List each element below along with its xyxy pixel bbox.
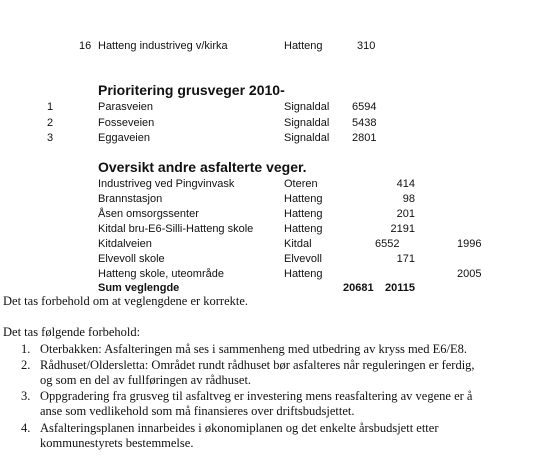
road-name: Kitdalveien: [98, 238, 152, 250]
road-length: 6552: [375, 238, 400, 250]
list-text: kommunestyrets bestemmelse.: [40, 436, 194, 450]
list-text: anse som vedlikehold som må finansieres over driftsbudsjettet.: [40, 404, 355, 418]
road-place: Hatteng: [284, 193, 323, 205]
note-text: Det tas forbehold om at veglengdene er korrekte.: [3, 294, 249, 308]
road-length: 310: [357, 40, 376, 52]
road-place: Hatteng: [284, 208, 323, 220]
road-name: Åsen omsorgssenter: [98, 208, 199, 220]
reservations-intro: Det tas følgende forbehold:: [3, 325, 141, 339]
sum-total: 20115: [385, 282, 415, 294]
priority-heading: Prioritering grusveger 2010-: [98, 82, 285, 98]
road-name: Hatteng skole, uteområde: [98, 268, 224, 280]
road-length: 201: [396, 208, 415, 220]
list-text: Oppgradering fra grusveg til asfaltveg er investering mens reasfaltering av vegene er å: [40, 389, 473, 403]
list-number: 2.: [21, 358, 31, 372]
road-place: Hatteng: [284, 268, 323, 280]
road-place: Hatteng: [284, 40, 323, 52]
road-length: 414: [396, 178, 415, 190]
road-name: Brannstasjon: [98, 193, 163, 205]
road-name: Industriveg ved Pingvinvask: [98, 178, 235, 190]
list-number: 4.: [21, 421, 31, 435]
row-number: 16: [79, 40, 92, 52]
list-number: 1.: [21, 342, 31, 356]
road-name: Elvevoll skole: [98, 253, 165, 265]
road-place: Kitdal: [284, 238, 312, 250]
list-text: og som en del av fullføringen av rådhuset.: [40, 373, 252, 387]
road-name: Kitdal bru-E6-Silli-Hatteng skole: [98, 223, 254, 235]
road-place: Hatteng: [284, 223, 323, 235]
road-length: 2191: [390, 223, 415, 235]
row-number: 2: [47, 117, 54, 129]
road-length: 98: [402, 193, 415, 205]
list-text: Oterbakken: Asfalteringen må ses i sammenheng med utbedring av kryss med E6/E8.: [40, 342, 467, 356]
road-place: Signaldal: [284, 117, 330, 129]
road-place: Signaldal: [284, 101, 330, 113]
road-name: Eggaveien: [98, 132, 150, 144]
road-place: Elvevoll: [284, 253, 322, 265]
road-length: 5438: [352, 117, 377, 129]
list-number: 3.: [21, 389, 31, 403]
list-text: Asfalteringsplanen innarbeides i økonomiplanen og det enkelte årsbudsjett etter: [40, 421, 439, 435]
sum-total: 20681: [343, 282, 374, 294]
road-name: Hatteng industriveg v/kirka: [98, 40, 228, 52]
road-length: 6594: [352, 101, 377, 113]
road-name: Fosseveien: [98, 117, 155, 129]
row-number: 1: [47, 101, 54, 113]
road-year: 1996: [457, 238, 482, 250]
sum-label: Sum veglengde: [98, 282, 180, 294]
road-place: Oteren: [284, 178, 318, 190]
row-number: 3: [47, 132, 54, 144]
road-year: 2005: [457, 268, 482, 280]
road-name: Parasveien: [98, 101, 154, 113]
list-text: Rådhuset/Oldersletta: Området rundt rådhuset bør asfalteres når reguleringen er ferdig,: [40, 358, 475, 372]
road-length: 2801: [352, 132, 377, 144]
road-length: 171: [396, 253, 415, 265]
road-place: Signaldal: [284, 132, 330, 144]
overview-heading: Oversikt andre asfalterte veger.: [98, 159, 307, 175]
